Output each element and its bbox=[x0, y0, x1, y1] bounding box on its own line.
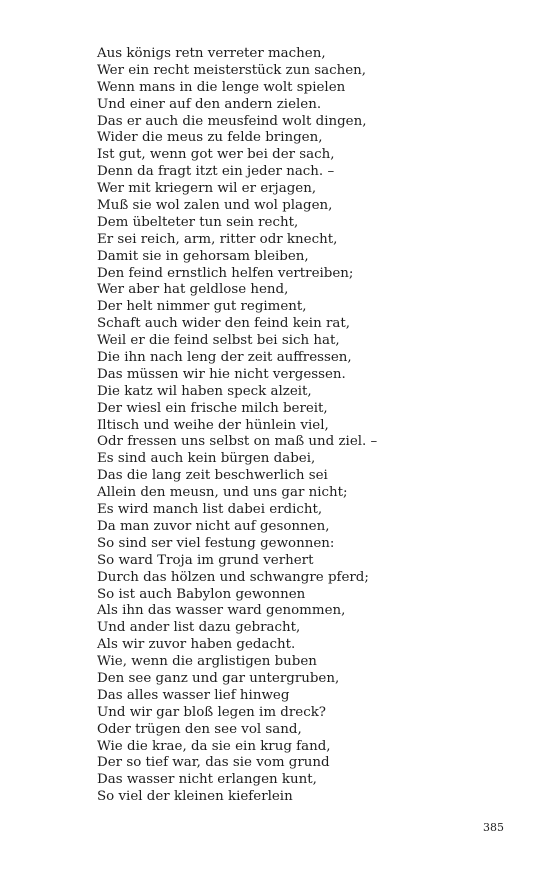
verse-line: Aus königs retn verreter machen, bbox=[97, 46, 326, 61]
verse-line: Wider die meus zu felde bringen, bbox=[97, 130, 323, 146]
verse-line: Weil er die feind selbst bei sich hat, bbox=[97, 333, 340, 349]
verse-line: Das müssen wir hie nicht vergessen. bbox=[97, 366, 346, 382]
verse-line: Die katz wil haben speck alzeit, bbox=[97, 383, 312, 399]
verse-line: Als ihn das wasser ward genommen, bbox=[97, 603, 346, 619]
verse-line: Das er auch die meusfeind wolt dingen, bbox=[97, 113, 367, 129]
verse-line: Denn da fragt itzt ein jeder nach. – bbox=[97, 164, 335, 180]
verse-line: Der helt nimmer gut regiment, bbox=[97, 299, 307, 315]
verse-line: Er sei reich, arm, ritter odr knecht, bbox=[97, 231, 338, 247]
verse-line: Es wird manch list dabei erdicht, bbox=[97, 502, 323, 518]
verse-line: Wer ein recht meisterstück zun sachen, bbox=[97, 62, 367, 78]
verse-line: Das alles wasser lief hinweg bbox=[97, 687, 290, 703]
verse-line: Durch das hölzen und schwangre pferd; bbox=[97, 569, 369, 585]
verse-line: Die ihn nach leng der zeit auffressen, bbox=[97, 350, 352, 366]
verse-line: Damit sie in gehorsam bleiben, bbox=[97, 248, 309, 264]
verse-line: Schaft auch wider den feind kein rat, bbox=[97, 316, 350, 332]
verse-line: Allein den meusn, und uns gar nicht; bbox=[97, 485, 348, 501]
verse-line: Den see ganz und gar untergruben, bbox=[97, 670, 340, 686]
verse-line: Und einer auf den andern zielen. bbox=[97, 96, 322, 112]
verse-line: Dem übelteter tun sein recht, bbox=[97, 214, 299, 230]
verse-line: Und ander list dazu gebracht, bbox=[97, 620, 301, 636]
verse-line: Der so tief war, das sie vom grund bbox=[97, 755, 330, 771]
verse-line: Den feind ernstlich helfen vertreiben; bbox=[97, 265, 354, 281]
verse-line: Das die lang zeit beschwerlich sei bbox=[97, 468, 328, 484]
verse-line: Wer aber hat geldlose hend, bbox=[97, 282, 289, 298]
verse-line: Als wir zuvor haben gedacht. bbox=[97, 637, 296, 653]
verse-line: Iltisch und weihe der hünlein viel, bbox=[97, 417, 329, 433]
verse-line: Wie, wenn die arglistigen buben bbox=[97, 654, 317, 670]
verse-line: Das wasser nicht erlangen kunt, bbox=[97, 772, 317, 788]
verse-line: Wer mit kriegern wil er erjagen, bbox=[97, 181, 317, 197]
verse-block bbox=[97, 46, 377, 806]
verse-line: Da man zuvor nicht auf gesonnen, bbox=[97, 518, 330, 534]
verse-line: Wie die krae, da sie ein krug fand, bbox=[97, 738, 331, 754]
verse-line: Ist gut, wenn got wer bei der sach, bbox=[97, 147, 335, 163]
verse-line: So viel der kleinen kieferlein bbox=[97, 789, 293, 805]
verse-line: Oder trügen den see vol sand, bbox=[97, 721, 302, 737]
verse-line: Der wiesl ein frische milch bereit, bbox=[97, 400, 328, 416]
page-number: 385 bbox=[483, 821, 504, 834]
verse-line: So ward Troja im grund verhert bbox=[97, 552, 314, 568]
verse-line: Muß sie wol zalen und wol plagen, bbox=[97, 198, 333, 214]
verse-line: Es sind auch kein bürgen dabei, bbox=[97, 451, 316, 467]
verse-line: Odr fressen uns selbst on maß und ziel. – bbox=[97, 434, 378, 450]
verse-line: So sind ser viel festung gewonnen: bbox=[97, 535, 335, 551]
verse-line: So ist auch Babylon gewonnen bbox=[97, 586, 306, 602]
verse-line: Und wir gar bloß legen im dreck? bbox=[97, 704, 326, 720]
verse-line: Wenn mans in die lenge wolt spielen bbox=[97, 79, 346, 95]
